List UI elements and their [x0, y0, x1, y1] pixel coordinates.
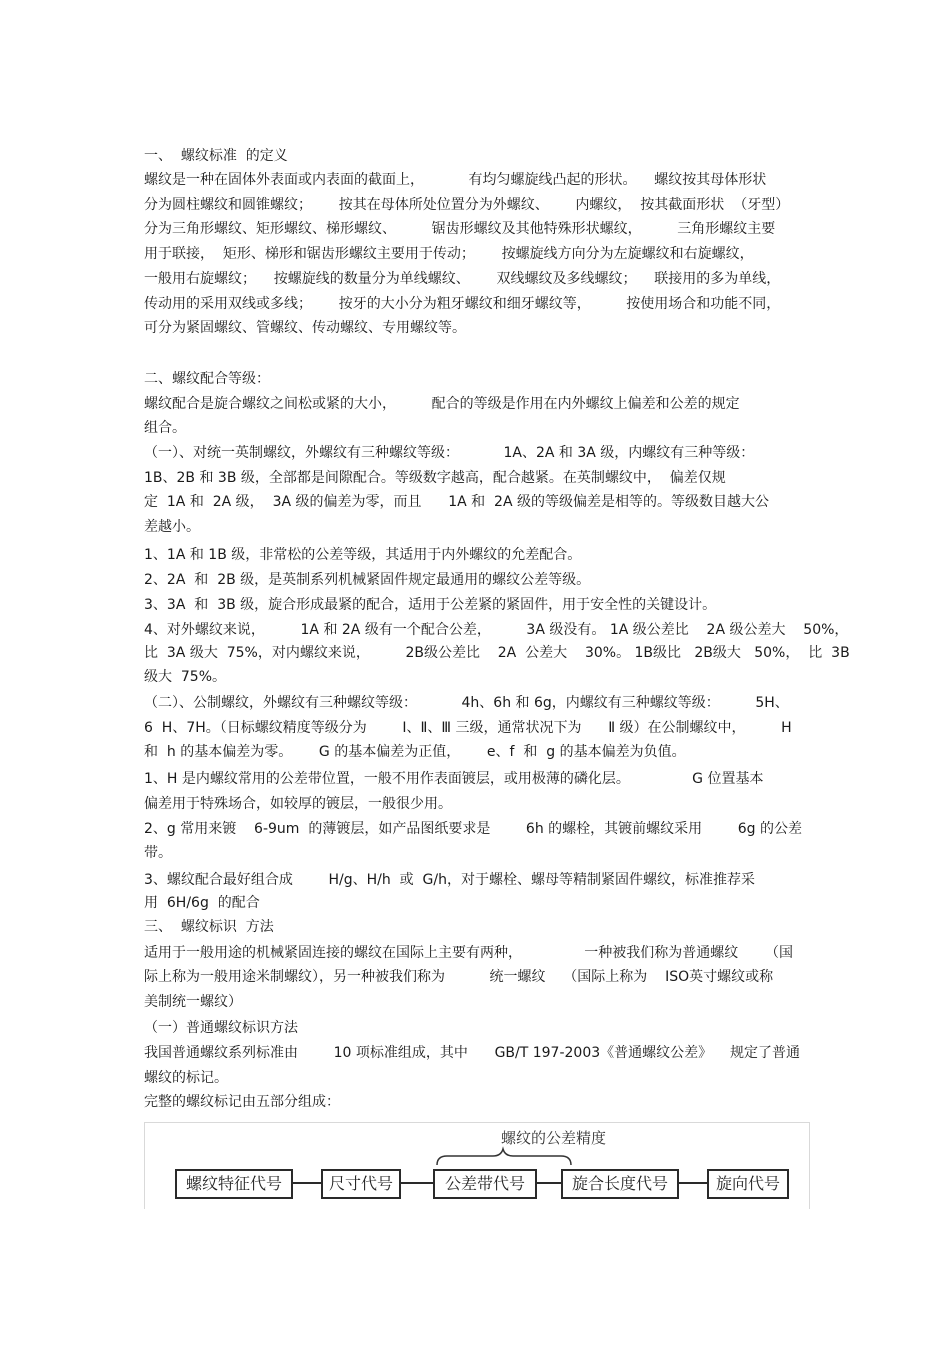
diagram-connector — [401, 1182, 433, 1184]
s2-line: 和 h 的基本偏差为零。 G 的基本偏差为正值， e、f 和 g 的基本偏差为负值。 — [144, 744, 686, 760]
s2-line: 3、螺纹配合最好组合成 H/g、H/h 或 G/h，对于螺栓、螺母等精制紧固件螺纹，标准推荐采 — [144, 872, 755, 888]
s2-line: （一）、对统一英制螺纹，外螺纹有三种螺纹等级： 1A、2A 和 3A 级，内螺纹有三种等级： — [144, 445, 755, 461]
s2-line: 4、对外螺纹来说， 1A 和 2A 级有一个配合公差， 3A 级没有。 1A 级公差比 2A 级公差大 50%， — [144, 622, 849, 638]
s3-line: 螺纹的标记。 — [144, 1070, 228, 1086]
s2-line: 偏差用于特殊场合，如较厚的镀层，一般很少用。 — [144, 796, 452, 812]
s2-line: 1、1A 和 1B 级，非常松的公差等级，其适用于内外螺纹的允差配合。 — [144, 547, 582, 563]
thread-marking-diagram — [144, 1122, 810, 1209]
s2-line: 定 1A 和 2A 级， 3A 级的偏差为零，而且 1A 和 2A 级的等级偏差是相等的。等级数目越大公 — [144, 494, 769, 510]
s3-line: 际上称为一般用途米制螺纹），另一种被我们称为 统一螺纹 （国际上称为 ISO英寸螺纹或称 — [144, 969, 774, 985]
diagram-box-size-code: 尺寸代号 — [321, 1169, 401, 1199]
diagram-box-tolerance-zone-code: 公差带代号 — [433, 1169, 537, 1199]
s2-line: 螺纹配合是旋合螺纹之间松或紧的大小， 配合的等级是作用在内外螺纹上偏差和公差的规定 — [144, 396, 740, 412]
s3-line: 适用于一般用途的机械紧固连接的螺纹在国际上主要有两种， 一种被我们称为普通螺纹 （国 — [144, 945, 794, 961]
s3-line: 我国普通螺纹系列标准由 10 项标准组成，其中 GB/T 197-2003《普通螺纹公差》 规定了普通 — [144, 1045, 800, 1061]
diagram-tolerance-label: 螺纹的公差精度 — [501, 1129, 607, 1147]
diagram-box-direction-code: 旋向代号 — [707, 1169, 789, 1199]
s2-line: 1、H 是内螺纹常用的公差带位置，一般不用作表面镀层，或用极薄的磷化层。 G 位置基本 — [144, 771, 764, 787]
section-2-title: 二、螺纹配合等级： — [144, 371, 270, 387]
diagram-connector — [679, 1182, 707, 1184]
diagram-box-feature-code: 螺纹特征代号 — [175, 1169, 293, 1199]
s2-line: 用 6H/6g 的配合 — [144, 895, 260, 911]
s2-line: 2、g 常用来镀 6-9um 的薄镀层，如产品图纸要求是 6h 的螺栓，其镀前螺纹采用 6g 的公差 — [144, 821, 802, 837]
s1-line: 传动用的采用双线或多线； 按牙的大小分为粗牙螺纹和细牙螺纹等， 按使用场合和功能不同， — [144, 296, 781, 312]
s1-line: 分为三角形螺纹、矩形螺纹、梯形螺纹、 锯齿形螺纹及其他特殊形状螺纹， 三角形螺纹主要 — [144, 221, 776, 237]
s3-line: 完整的螺纹标记由五部分组成： — [144, 1094, 340, 1110]
s2-line: 带。 — [144, 845, 172, 861]
s2-line: 组合。 — [144, 420, 186, 436]
s2-line: 1B、2B 和 3B 级，全部都是间隙配合。等级数字越高，配合越紧。在英制螺纹中， 偏差仅规 — [144, 470, 726, 486]
s1-line: 用于联接， 矩形、梯形和锯齿形螺纹主要用于传动； 按螺旋线方向分为左旋螺纹和右旋螺纹， — [144, 246, 754, 262]
s1-line: 一般用右旋螺纹； 按螺旋线的数量分为单线螺纹、 双线螺纹及多线螺纹； 联接用的多为单线， — [144, 271, 781, 287]
s2-line: 比 3A 级大 75%，对内螺纹来说， 2B级公差比 2A 公差大 30%。 1B级比 2B级大 50%， 比 3B — [144, 645, 850, 661]
s2-line: 6 H、7H。（日标螺纹精度等级分为 Ⅰ、Ⅱ、Ⅲ 三级，通常状况下为 Ⅱ 级）在公制螺纹中， H — [144, 720, 792, 736]
s3-line: 美制统一螺纹） — [144, 994, 242, 1010]
s1-line: 螺纹是一种在固体外表面或内表面的截面上， 有均匀螺旋线凸起的形状。 螺纹按其母体形状 — [144, 172, 767, 188]
s1-line: 分为圆柱螺纹和圆锥螺纹； 按其在母体所处位置分为外螺纹、 内螺纹， 按其截面形状 （牙型） — [144, 197, 790, 213]
s3-subtitle: （一）普通螺纹标识方法 — [144, 1020, 298, 1036]
section-3-title: 三、 螺纹标识 方法 — [144, 919, 274, 935]
s1-line: 可分为紧固螺纹、管螺纹、传动螺纹、专用螺纹等。 — [144, 320, 466, 336]
s2-line: 级大 75%。 — [144, 669, 227, 685]
s2-line: 2、2A 和 2B 级，是英制系列机械紧固件规定最通用的螺纹公差等级。 — [144, 572, 591, 588]
s2-line: 3、3A 和 3B 级，旋合形成最紧的配合，适用于公差紧的紧固件，用于安全性的关键设计。 — [144, 597, 717, 613]
diagram-connector — [293, 1182, 321, 1184]
diagram-connector — [537, 1182, 561, 1184]
section-1-title: 一、 螺纹标准 的定义 — [144, 148, 288, 164]
s2-line: （二）、公制螺纹，外螺纹有三种螺纹等级： 4h、6h 和 6g，内螺纹有三种螺纹等级： 5H、 — [144, 695, 789, 711]
s2-line: 差越小。 — [144, 519, 200, 535]
diagram-box-length-code: 旋合长度代号 — [561, 1169, 679, 1199]
